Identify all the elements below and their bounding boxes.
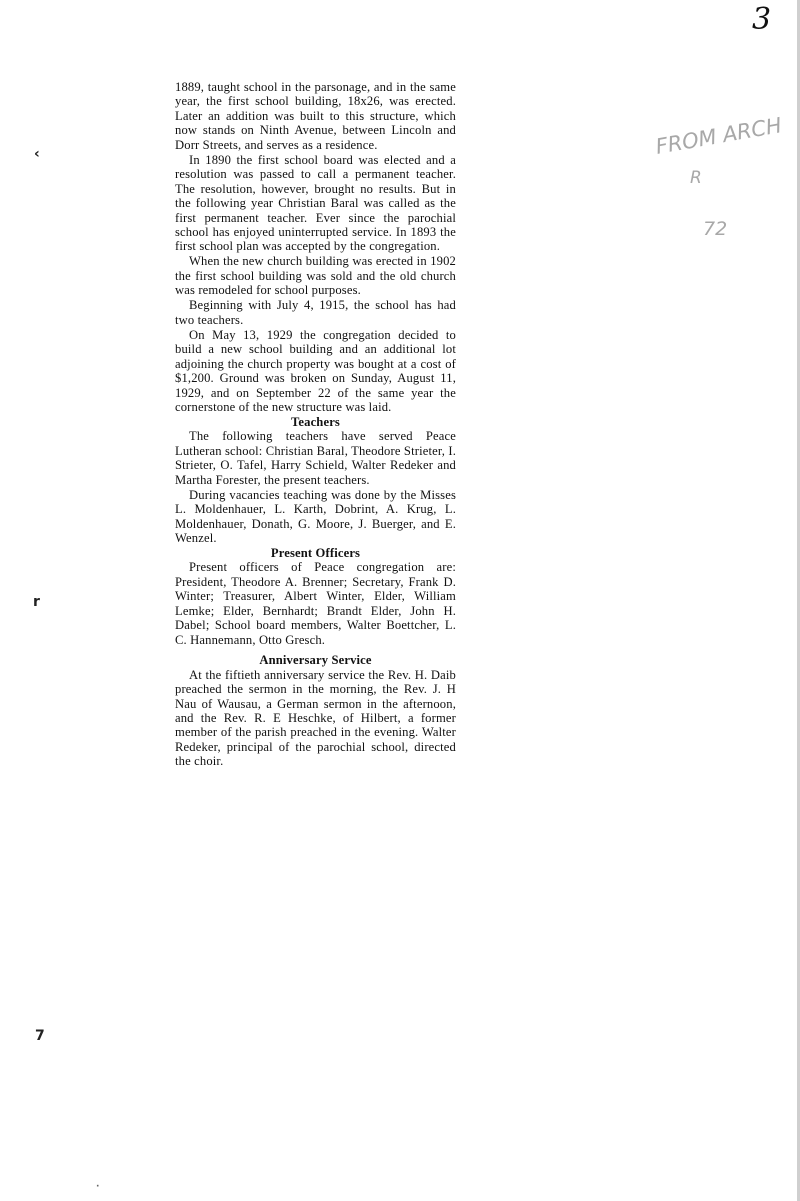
section-heading-present-officers: Present Officers <box>270 546 361 560</box>
section-heading-teachers: Teachers <box>290 414 340 429</box>
margin-mark: 7 <box>35 1028 45 1044</box>
article-paragraph: The following teachers have served Peace Lutheran school: Christian Baral, Theodore Strieter, I. Strieter, O. Tafel, Harry Schield, Walter Redeker and Martha Forester, the present teachers. <box>175 429 456 487</box>
article-column <box>175 80 456 769</box>
article-paragraph: During vacancies teaching was done by the Misses L. Moldenhauer, L. Karth, Dobrint, A. Krug, L. Moldenhauer, Donath, G. Moore, J. Buerger, and E. Wenzel. <box>175 487 456 546</box>
article-paragraph: Beginning with July 4, 1915, the school has had two teachers. <box>175 298 456 327</box>
article-paragraph: 1889, taught school in the parsonage, and in the same year, the first school building, 18x26, was erected. Later an addition was built to this structure, which now stands on Ninth Avenue, between Lincoln and Dorr Streets, and serves as a residence. <box>175 80 456 152</box>
margin-mark: · <box>96 1182 100 1192</box>
article-paragraph: In 1890 the first school board was elected and a resolution was passed to call a permanent teacher. The resolution, however, brought no results. But in the following year Christian Baral was called as the first permanent teacher. Ever since the parochial school has enjoyed uninterrupted service. In 1893 the first school plan was accepted by the congregation. <box>175 152 456 254</box>
margin-mark: ‹ <box>34 146 40 162</box>
handwritten-note-archive: FROM ARCH <box>653 113 784 159</box>
handwritten-note-letter: R <box>690 168 702 188</box>
section-heading-anniversary-service: Anniversary Service <box>259 653 372 668</box>
margin-mark: r <box>33 594 40 610</box>
article-paragraph: When the new church building was erected in 1902 the first school building was sold and the old church was remodeled for school purposes. <box>175 254 456 298</box>
article-paragraph: On May 13, 1929 the congregation decided to build a new school building and an additional lot adjoining the church property was bought at a cost of $1,200. Ground was broken on Sunday, August 11, 1929, and on September 22 of the same year the cornerstone of the new structure was laid. <box>175 327 456 414</box>
page-number: 3 <box>752 2 772 37</box>
article-paragraph: Present officers of Peace congregation are: President, Theodore A. Brenner; Secretary, Frank D. Winter; Treasurer, Albert Winter, Elder, William Lemke; Elder, Bernhardt; Brandt Elder, John H. Dabel; School board members, Walter Boettcher, L. C. Hannemann, Otto Gresch. <box>175 560 456 647</box>
article-paragraph: At the fiftieth anniversary service the Rev. H. Daib preached the sermon in the morning, the Rev. J. H Nau of Wausau, a German sermon in the afternoon, and the Rev. R. E Heschke, of Hilbert, a former member of the parish preached in the evening. Walter Redeker, principal of the parochial school, directed the choir. <box>175 667 456 769</box>
handwritten-note-number: 72 <box>703 218 728 240</box>
